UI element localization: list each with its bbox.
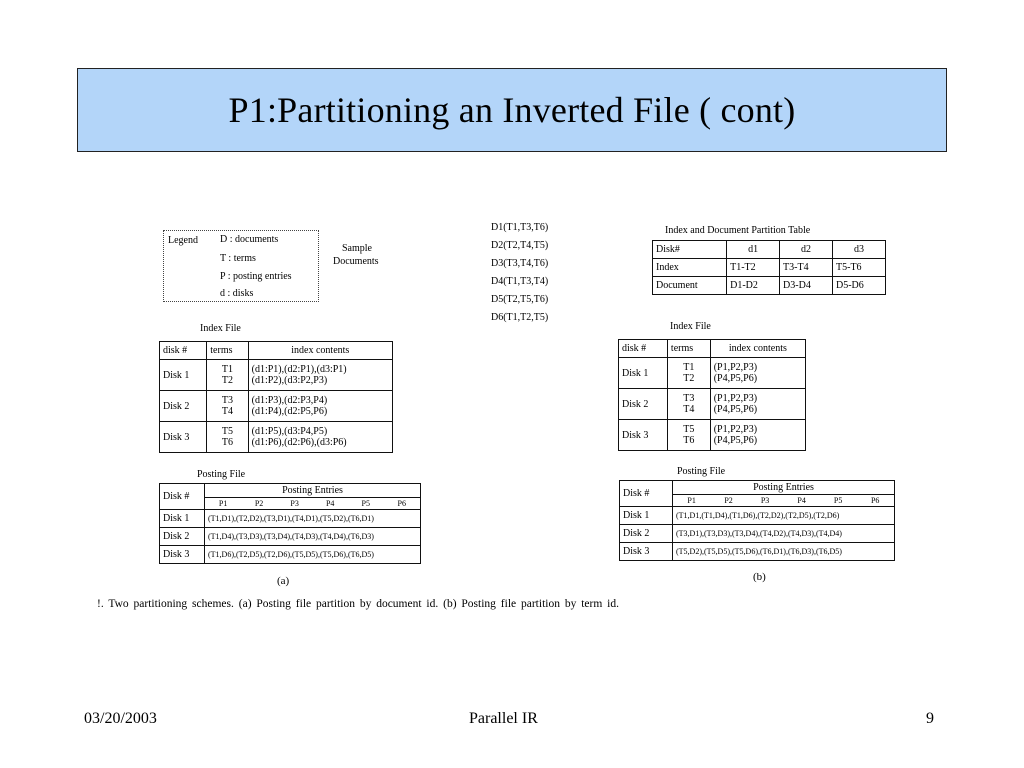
table-cell: T1-T2 [727, 259, 780, 277]
table-cell: Disk 3 [619, 420, 668, 451]
index-file-table-right [618, 339, 806, 451]
legend-item: D : documents [220, 234, 279, 245]
table-cell: P3 [747, 495, 784, 507]
table-row [619, 358, 806, 389]
table-cell: P1 [205, 498, 242, 510]
table-row [653, 241, 886, 259]
table-cell: T3-T4 [780, 259, 833, 277]
term: T4 [221, 406, 233, 417]
doc-entry: D3(T3,T4,T6) [491, 258, 549, 269]
term: T4 [683, 404, 695, 415]
table-cell: Disk 3 [620, 543, 673, 561]
table-cell: Disk # [620, 481, 673, 507]
table-cell: P2 [710, 495, 747, 507]
posting-file-table-left [159, 483, 421, 564]
doc-entry: D1(T1,T3,T6) [491, 222, 549, 233]
posting-file-caption: Posting File [197, 469, 246, 480]
table-cell: P4 [783, 495, 820, 507]
table-cell [710, 420, 805, 451]
table-cell: D3-D4 [780, 277, 833, 295]
table-cell [667, 358, 710, 389]
term: T5 [683, 424, 695, 435]
table-cell: P3 [277, 498, 313, 510]
table-cell: Disk 3 [160, 422, 207, 453]
table-row [160, 484, 421, 498]
table-cell: T5-T6 [833, 259, 886, 277]
table-cell: d3 [833, 241, 886, 259]
footer-title: Parallel IR [469, 710, 538, 727]
term: T1 [221, 364, 233, 375]
posting-file-caption: Posting File [677, 466, 726, 477]
term: T1 [683, 362, 695, 373]
table-cell [248, 391, 392, 422]
term: T3 [221, 395, 233, 406]
table-cell: Disk # [160, 484, 205, 510]
sample-label: Sample [342, 243, 372, 254]
table-cell: Posting Entries [205, 484, 421, 498]
table-cell: (T5,D2),(T5,D5),(T5,D6),(T6,D1),(T6,D3),(T6,D5) [673, 543, 895, 561]
table-cell: (T1,D6),(T2,D5),(T2,D6),(T5,D5),(T5,D6),(T6,D5) [205, 546, 421, 564]
table-cell: index contents [710, 340, 805, 358]
table-cell: index contents [248, 342, 392, 360]
table-cell: P4 [312, 498, 348, 510]
index-file-caption: Index File [200, 323, 241, 334]
table-cell: Disk 2 [619, 389, 668, 420]
table-cell: disk # [619, 340, 668, 358]
table-row [620, 481, 895, 495]
table-row [619, 420, 806, 451]
table-cell [710, 389, 805, 420]
index-contents: (d1:P2),(d3:P2,P3) [251, 375, 328, 386]
table-cell: D1-D2 [727, 277, 780, 295]
sample-label: Documents [333, 256, 379, 267]
table-row [620, 543, 895, 561]
table-cell: Document [653, 277, 727, 295]
table-row [653, 259, 886, 277]
table-row [160, 422, 393, 453]
slide-title: P1:Partitioning an Inverted File ( cont) [228, 90, 796, 130]
table-row [619, 340, 806, 358]
term: T5 [221, 426, 233, 437]
table-cell [248, 422, 392, 453]
table-cell: terms [207, 342, 248, 360]
index-file-table-left [159, 341, 393, 453]
table-row [653, 277, 886, 295]
index-contents: (d1:P4),(d2:P5,P6) [251, 406, 328, 417]
table-cell: Index [653, 259, 727, 277]
partition-table-caption: Index and Document Partition Table [665, 225, 811, 236]
table-row [160, 546, 421, 564]
footer-date: 03/20/2003 [84, 710, 157, 727]
index-contents: (d1:P3),(d2:P3,P4) [251, 395, 328, 406]
table-cell: (T1,D1,(T1,D4),(T1,D6),(T2,D2),(T2,D5),(T2,D6) [673, 507, 895, 525]
doc-entry: D6(T1,T2,T5) [491, 312, 549, 323]
table-row [160, 528, 421, 546]
table-cell: (T3,D1),(T3,D3),(T3,D4),(T4,D2),(T4,D3),(T4,D4) [673, 525, 895, 543]
partition-table [652, 240, 886, 295]
table-row [620, 525, 895, 543]
index-contents: (P4,P5,P6) [713, 373, 758, 384]
table-row [619, 389, 806, 420]
table-cell: P5 [348, 498, 384, 510]
index-contents: (P4,P5,P6) [713, 435, 758, 446]
legend-box [163, 230, 319, 302]
table-cell [207, 422, 248, 453]
legend-item: T : terms [220, 253, 256, 264]
index-contents: (d1:P5),(d3:P4,P5) [251, 426, 328, 437]
table-cell: P5 [820, 495, 857, 507]
term: T2 [221, 375, 233, 386]
table-cell: P1 [673, 495, 711, 507]
table-row [160, 360, 393, 391]
table-cell: Disk# [653, 241, 727, 259]
table-cell: disk # [160, 342, 207, 360]
table-cell [667, 420, 710, 451]
term: T2 [683, 373, 695, 384]
table-cell [248, 360, 392, 391]
table-cell [207, 391, 248, 422]
index-contents: (P1,P2,P3) [713, 362, 758, 373]
table-cell: P6 [856, 495, 894, 507]
figure-caption: !. Two partitioning schemes. (a) Posting file partition by document id. (b) Posting file partition by term id. [97, 598, 619, 610]
index-contents: (P4,P5,P6) [713, 404, 758, 415]
table-cell [207, 360, 248, 391]
table-cell: Disk 2 [620, 525, 673, 543]
doc-entry: D2(T2,T4,T5) [491, 240, 549, 251]
table-cell: D5-D6 [833, 277, 886, 295]
table-cell: Disk 3 [160, 546, 205, 564]
index-contents: (P1,P2,P3) [713, 424, 758, 435]
doc-entry: D5(T2,T5,T6) [491, 294, 549, 305]
table-cell: P2 [241, 498, 277, 510]
index-contents: (d1:P1),(d2:P1),(d3:P1) [251, 364, 347, 375]
table-cell: Disk 2 [160, 528, 205, 546]
table-row [160, 391, 393, 422]
legend-heading: Legend [168, 235, 198, 246]
table-cell: terms [667, 340, 710, 358]
subfigure-label-a: (a) [277, 575, 290, 587]
term: T6 [221, 437, 233, 448]
table-row [620, 507, 895, 525]
table-cell: d1 [727, 241, 780, 259]
subfigure-label-b: (b) [753, 571, 766, 583]
page-number: 9 [926, 710, 934, 727]
table-cell: P6 [384, 498, 421, 510]
table-cell: d2 [780, 241, 833, 259]
table-cell: Posting Entries [673, 481, 895, 495]
legend-item: P : posting entries [220, 271, 292, 282]
table-cell: Disk 1 [619, 358, 668, 389]
table-cell [667, 389, 710, 420]
table-cell: Disk 1 [160, 510, 205, 528]
table-row [160, 510, 421, 528]
table-row [160, 342, 393, 360]
posting-file-table-right [619, 480, 895, 561]
index-contents: (d1:P6),(d2:P6),(d3:P6) [251, 437, 347, 448]
table-cell: (T1,D4),(T3,D3),(T3,D4),(T4,D3),(T4,D4),(T6,D3) [205, 528, 421, 546]
index-file-caption: Index File [670, 321, 711, 332]
term: T3 [683, 393, 695, 404]
legend-item: d : disks [220, 288, 254, 299]
table-cell: Disk 2 [160, 391, 207, 422]
table-cell [710, 358, 805, 389]
table-cell: Disk 1 [620, 507, 673, 525]
doc-entry: D4(T1,T3,T4) [491, 276, 549, 287]
index-contents: (P1,P2,P3) [713, 393, 758, 404]
term: T6 [683, 435, 695, 446]
table-cell: (T1,D1),(T2,D2),(T3,D1),(T4,D1),(T5,D2),(T6,D1) [205, 510, 421, 528]
table-cell: Disk 1 [160, 360, 207, 391]
